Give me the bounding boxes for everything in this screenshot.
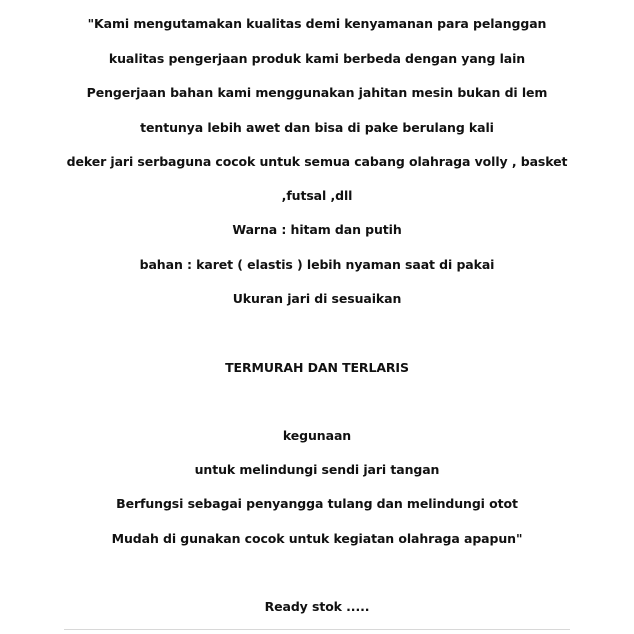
size-info: Ukuran jari di sesuaikan — [232, 291, 402, 306]
description-line-5: deker jari serbaguna cocok untuk semua cabang olahraga volly , basket — [66, 154, 568, 169]
divider — [64, 629, 570, 630]
usage-line-1: untuk melindungi sendi jari tangan — [194, 462, 440, 477]
description-line-4: tentunya lebih awet dan bisa di pake berulang kali — [140, 120, 494, 135]
headline: TERMURAH DAN TERLARIS — [225, 360, 409, 375]
description-line-3: Pengerjaan bahan kami menggunakan jahitan mesin bukan di lem — [86, 85, 548, 100]
description-line-1: "Kami mengutamakan kualitas demi kenyamanan para pelanggan — [87, 16, 547, 31]
description-line-6: ,futsal ,dll — [281, 188, 353, 203]
description-line-2: kualitas pengerjaan produk kami berbeda dengan yang lain — [108, 51, 526, 66]
material-info: bahan : karet ( elastis ) lebih nyaman saat di pakai — [139, 257, 495, 272]
usage-line-2: Berfungsi sebagai penyangga tulang dan melindungi otot — [116, 496, 518, 511]
usage-heading: kegunaan — [282, 428, 352, 443]
stock-status: Ready stok ..... — [264, 599, 370, 614]
color-info: Warna : hitam dan putih — [232, 222, 402, 237]
usage-line-3: Mudah di gunakan cocok untuk kegiatan olahraga apapun" — [111, 531, 523, 546]
